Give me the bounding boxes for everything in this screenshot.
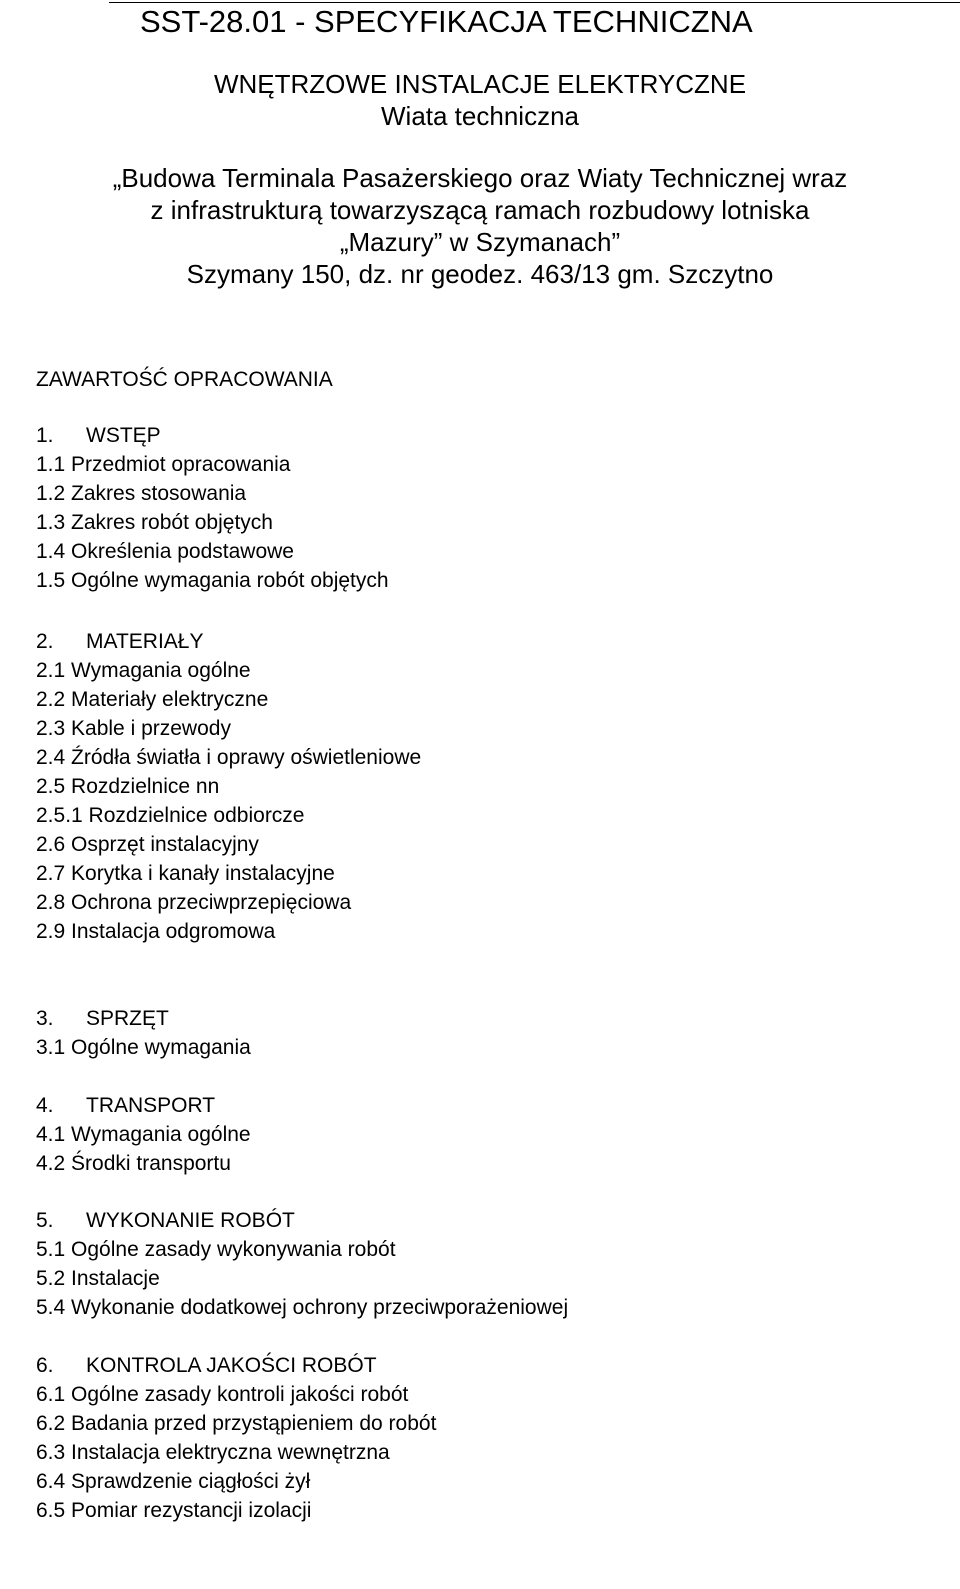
toc-chapter-title [36, 1004, 251, 1033]
header-line-project-3: „Mazury” w Szymanach” [339, 227, 621, 257]
toc-item: 6.5 Pomiar rezystancji izolacji [36, 1499, 312, 1522]
toc-chapter-2 [36, 627, 421, 946]
toc-chapter-number: 3. [36, 1007, 54, 1030]
toc-item: 4.1 Wymagania ogólne [36, 1123, 251, 1146]
header-line-project-1: „Budowa Terminala Pasażerskiego oraz Wiaty Technicznej wraz [112, 163, 848, 193]
toc-chapter-title [36, 1091, 251, 1120]
toc-chapter-5 [36, 1206, 568, 1322]
toc-item: 2.1 Wymagania ogólne [36, 659, 251, 682]
toc-item: 2.4 Źródła światła i oprawy oświetleniowe [36, 746, 422, 769]
header-spacer [0, 132, 960, 162]
toc-item: 2.7 Korytka i kanały instalacyjne [36, 862, 335, 885]
toc-chapter-number: 2. [36, 630, 54, 653]
header-line-location: Szymany 150, dz. nr geodez. 463/13 gm. Szczytno [186, 259, 774, 289]
toc-chapter-label: TRANSPORT [86, 1094, 216, 1117]
toc-chapter-1 [36, 421, 389, 595]
toc-chapter-label: MATERIAŁY [86, 630, 204, 653]
toc-item: 2.6 Osprzęt instalacyjny [36, 833, 259, 856]
toc-item: 2.5.1 Rozdzielnice odbiorcze [36, 804, 305, 827]
toc-item: 1.4 Określenia podstawowe [36, 540, 294, 563]
toc-item: 5.1 Ogólne zasady wykonywania robót [36, 1238, 396, 1261]
toc-chapter-label: WSTĘP [86, 424, 161, 447]
toc-chapter-number: 5. [36, 1209, 54, 1232]
toc-item: 6.4 Sprawdzenie ciągłości żył [36, 1470, 311, 1493]
toc-chapter-label: WYKONANIE ROBÓT [86, 1209, 295, 1232]
toc-chapter-number: 6. [36, 1354, 54, 1377]
toc-item: 1.2 Zakres stosowania [36, 482, 247, 505]
toc-heading: ZAWARTOŚĆ OPRACOWANIA [36, 368, 333, 391]
toc-item: 5.2 Instalacje [36, 1267, 160, 1290]
toc-item: 6.1 Ogólne zasady kontroli jakości robót [36, 1383, 409, 1406]
toc-chapter-title [36, 421, 389, 450]
toc-chapter-4 [36, 1091, 251, 1178]
toc-chapter-title [36, 627, 421, 656]
toc-chapter-3 [36, 1004, 251, 1062]
toc-item: 2.9 Instalacja odgromowa [36, 920, 276, 943]
toc-chapter-number: 1. [36, 424, 54, 447]
toc-item: 3.1 Ogólne wymagania [36, 1036, 251, 1059]
toc-item: 6.3 Instalacja elektryczna wewnętrzna [36, 1441, 390, 1464]
toc-item: 4.2 Środki transportu [36, 1152, 231, 1175]
toc-item: 1.1 Przedmiot opracowania [36, 453, 291, 476]
toc-item: 2.8 Ochrona przeciwprzepięciowa [36, 891, 352, 914]
toc-chapter-number: 4. [36, 1094, 54, 1117]
document-header [0, 68, 960, 290]
toc-item: 5.4 Wykonanie dodatkowej ochrony przeciwporażeniowej [36, 1296, 569, 1319]
toc-item: 2.2 Materiały elektryczne [36, 688, 269, 711]
toc-chapter-title [36, 1206, 568, 1235]
toc-item: 1.3 Zakres robót objętych [36, 511, 273, 534]
header-line-subject: WNĘTRZOWE INSTALACJE ELEKTRYCZNE [213, 69, 747, 99]
toc-item: 1.5 Ogólne wymagania robót objętych [36, 569, 389, 592]
top-rule [109, 2, 960, 3]
header-line-project-2: z infrastrukturą towarzyszącą ramach rozbudowy lotniska [150, 195, 810, 225]
document-title: SST-28.01 - SPECYFIKACJA TECHNICZNA [140, 4, 753, 39]
header-line-object: Wiata techniczna [381, 101, 579, 131]
toc-chapter-label: SPRZĘT [86, 1007, 169, 1030]
toc-item: 2.3 Kable i przewody [36, 717, 231, 740]
toc-chapter-6 [36, 1351, 436, 1525]
toc-item: 2.5 Rozdzielnice nn [36, 775, 220, 798]
toc-item: 6.2 Badania przed przystąpieniem do robót [36, 1412, 437, 1435]
toc-chapter-label: KONTROLA JAKOŚCI ROBÓT [86, 1354, 377, 1377]
toc-chapter-title [36, 1351, 436, 1380]
